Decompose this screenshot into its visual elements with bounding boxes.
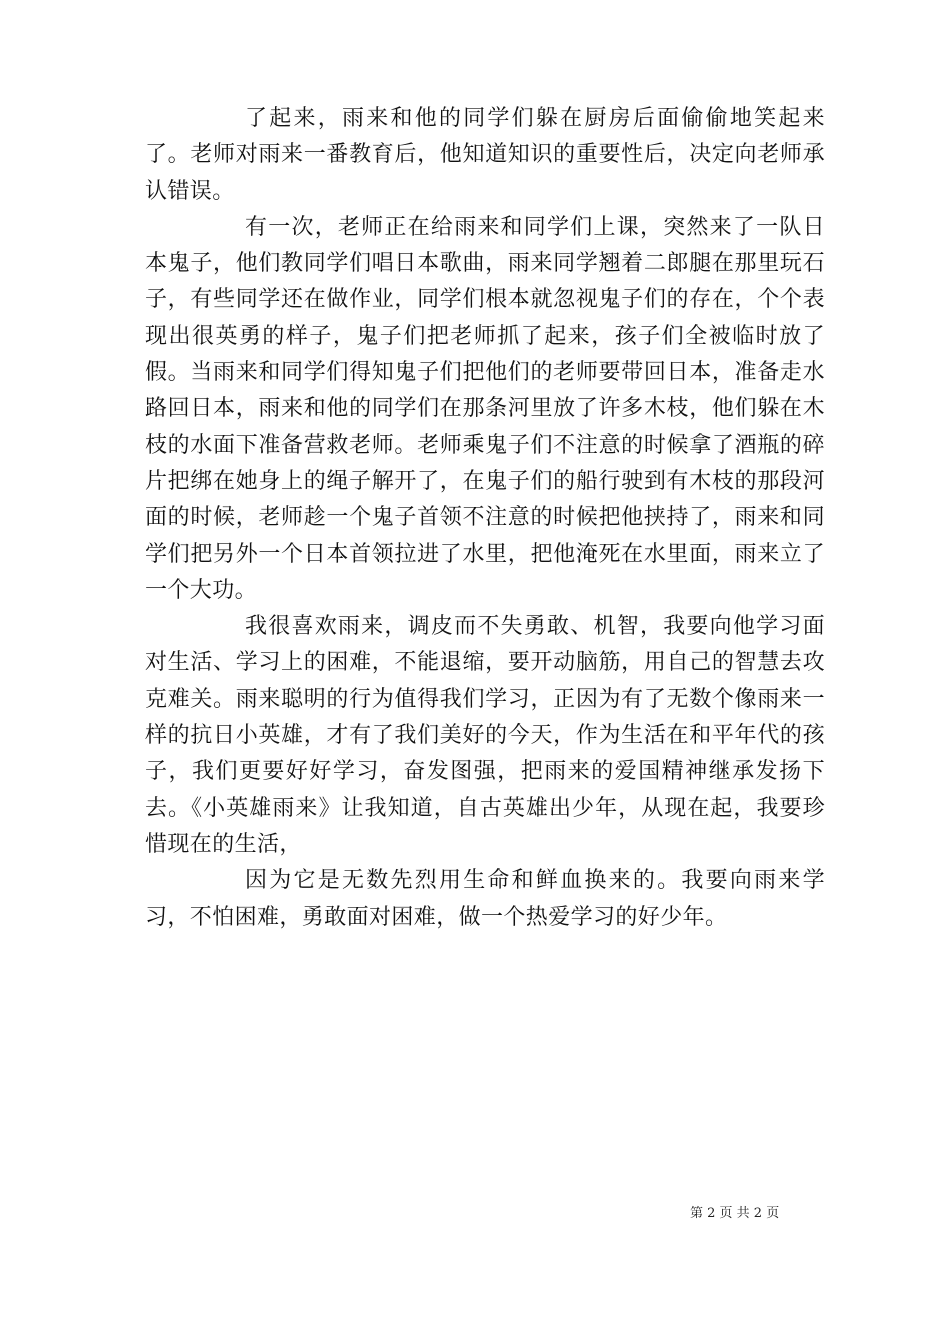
paragraph-4: 因为它是无数先烈用生命和鲜血换来的。我要向雨来学习，不怕困难，勇敢面对困难，做一个热爱学习的好少年。 xyxy=(145,868,825,930)
page-number-footer: 第 2 页 共 2 页 xyxy=(690,1206,780,1221)
paragraph-1: 了起来，雨来和他的同学们躲在厨房后面偷偷地笑起来了。老师对雨来一番教育后，他知道知识的重要性后，决定向老师承认错误。 xyxy=(145,106,825,204)
document-body xyxy=(145,101,825,936)
paragraph-2: 有一次，老师正在给雨来和同学们上课，突然来了一队日本鬼子，他们教同学们唱日本歌曲，雨来同学翘着二郎腿在那里玩石子，有些同学还在做作业，同学们根本就忽视鬼子们的存在，个个表现出很英勇的样子，鬼子们把老师抓了起来，孩子们全被临时放了假。当雨来和同学们得知鬼子们把他们的老师要带回日本，准备走水路回日本，雨来和他的同学们在那条河里放了许多木枝，他们躲在木枝的水面下准备营救老师。老师乘鬼子们不注意的时候拿了酒瓶的碎片把绑在她身上的绳子解开了，在鬼子们的船行驶到有木枝的那段河面的时候，老师趁一个鬼子首领不注意的时候把他挟持了，雨来和同学们把另外一个日本首领拉进了水里，把他淹死在水里面，雨来立了一个大功。 xyxy=(145,214,825,603)
paragraph-3: 我很喜欢雨来，调皮而不失勇敢、机智，我要向他学习面对生活、学习上的困难，不能退缩，要开动脑筋，用自己的智慧去攻克难关。雨来聪明的行为值得我们学习，正因为有了无数个像雨来一样的抗日小英雄，才有了我们美好的今天，作为生活在和平年代的孩子，我们更要好好学习，奋发图强，把雨来的爱国精神继承发扬下去。《小英雄雨来》让我知道，自古英雄出少年，从现在起，我要珍惜现在的生活， xyxy=(145,614,825,857)
